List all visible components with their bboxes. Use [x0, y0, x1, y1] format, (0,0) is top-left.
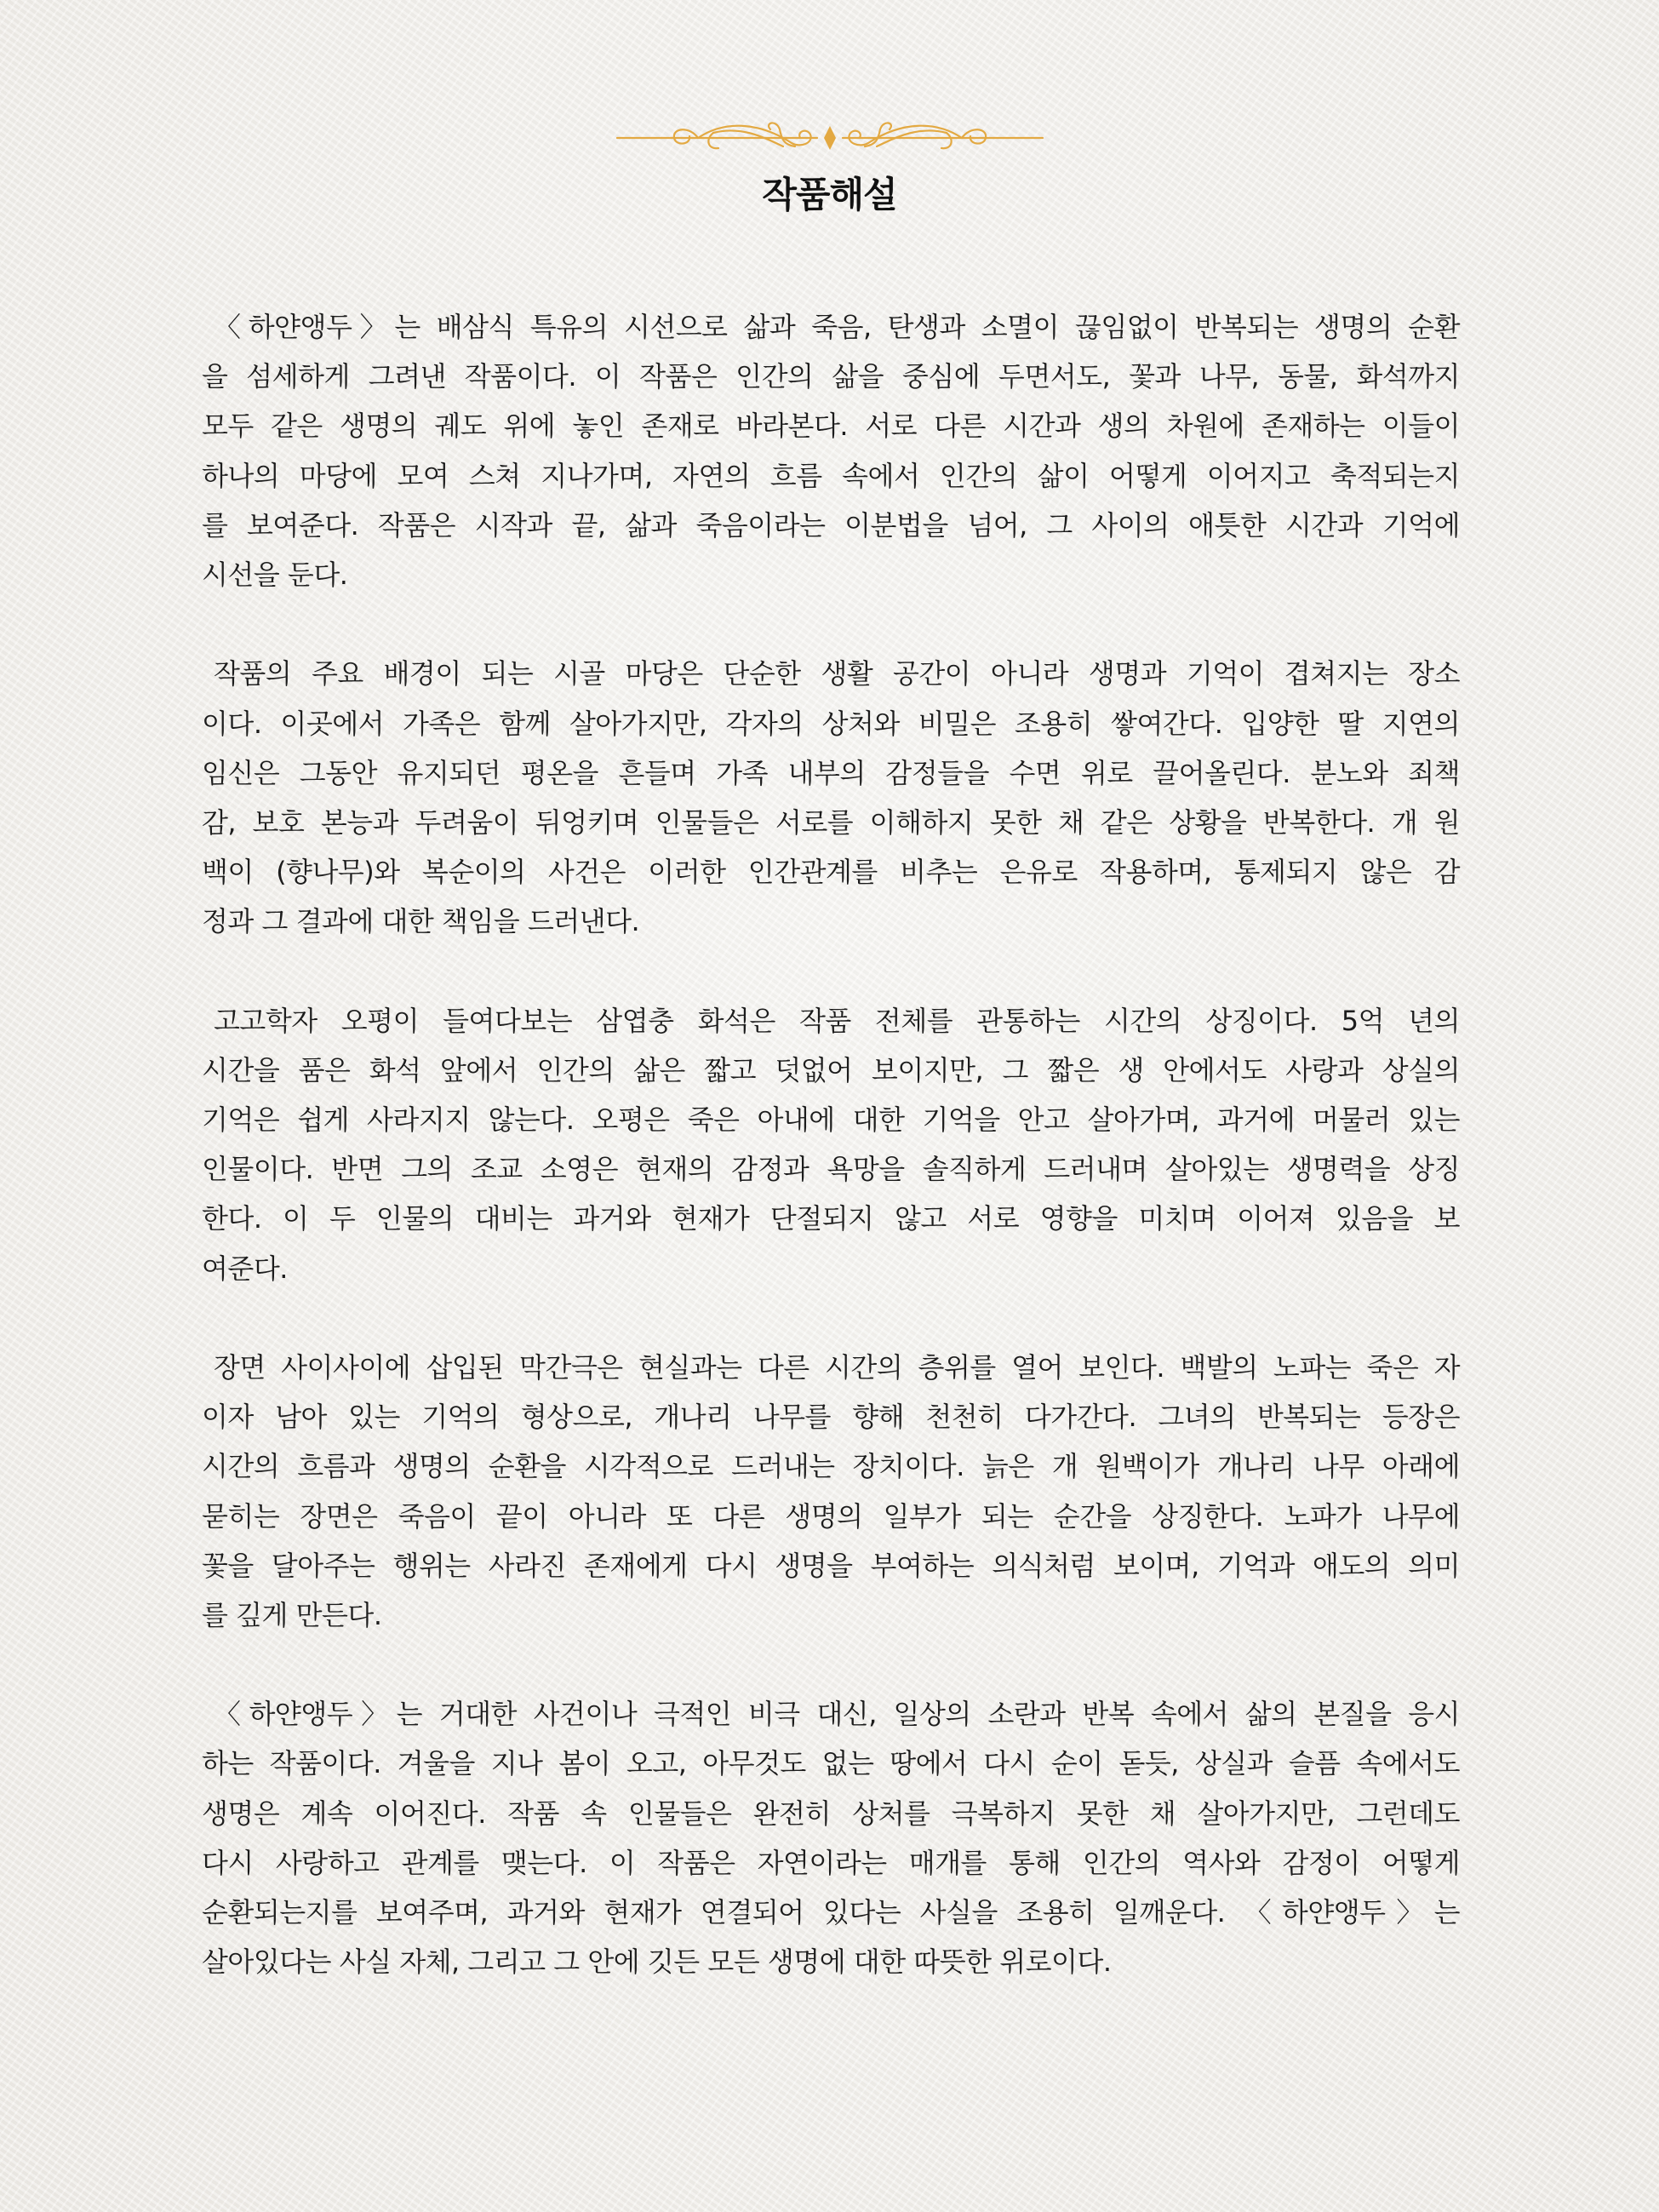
- paragraph-line: 하는 작품이다. 겨울을 지나 봄이 오고, 아무것도 없는 땅에서 다시 순이 돋듯, 상실과 슬픔 속에서도: [202, 1747, 1460, 1780]
- decorative-flourish-divider: [613, 117, 1047, 158]
- paragraph-line: 기억은 쉽게 사라지지 않는다. 오평은 죽은 아내에 대한 기억을 안고 살아가며, 과거에 머물러 있는: [202, 1103, 1460, 1136]
- paragraph-line: 하나의 마당에 모여 스쳐 지나가며, 자연의 흐름 속에서 인간의 삶이 어떻게 이어지고 축적되는지: [202, 459, 1460, 492]
- paragraph-line: 를 깊게 만든다.: [202, 1598, 382, 1631]
- paragraph-line: 생명은 계속 이어진다. 작품 속 인물들은 완전히 상처를 극복하지 못한 채 살아가지만, 그런데도: [202, 1797, 1460, 1830]
- paragraph-line: 감, 보호 본능과 두려움이 뒤엉키며 인물들은 서로를 이해하지 못한 채 같은 상황을 반복한다. 개 원: [202, 805, 1460, 839]
- paragraph-1: [202, 302, 1460, 599]
- paragraph-line: 모두 같은 생명의 궤도 위에 놓인 존재로 바라본다. 서로 다른 시간과 생의 차원에 존재하는 이들이: [202, 410, 1460, 443]
- paragraph-line: 시간을 품은 화석 앞에서 인간의 삶은 짧고 덧없어 보이지만, 그 짧은 생 안에서도 사랑과 상실의: [202, 1053, 1460, 1086]
- commentary-body: [202, 302, 1460, 2037]
- paragraph-line: 시간의 흐름과 생명의 순환을 시각적으로 드러내는 장치이다. 늙은 개 원백이가 개나리 나무 아래에: [202, 1450, 1460, 1483]
- paragraph-line: 정과 그 결과에 대한 책임을 드러낸다.: [202, 905, 640, 938]
- paragraph-line: 다시 사랑하고 관계를 맺는다. 이 작품은 자연이라는 매개를 통해 인간의 역사와 감정이 어떻게: [202, 1846, 1460, 1879]
- paragraph-line: 장면 사이사이에 삽입된 막간극은 현실과는 다른 시간의 층위를 열어 보인다. 백발의 노파는 죽은 자: [214, 1350, 1460, 1384]
- paragraph-line: 인물이다. 반면 그의 조교 소영은 현재의 감정과 욕망을 솔직하게 드러내며 살아있는 생명력을 상징: [202, 1153, 1460, 1186]
- paragraph-line: 시선을 둔다.: [202, 558, 348, 591]
- paragraph-5: [202, 1689, 1460, 1986]
- paragraph-line: 〈하얀앵두〉는 거대한 사건이나 극적인 비극 대신, 일상의 소란과 반복 속에서 삶의 본질을 응시: [214, 1698, 1460, 1731]
- diamond-icon: [824, 126, 836, 150]
- paragraph-line: 〈하얀앵두〉는 배삼식 특유의 시선으로 삶과 죽음, 탄생과 소멸이 끊임없이 반복되는 생명의 순환: [214, 311, 1460, 343]
- paragraph-4: [202, 1343, 1460, 1640]
- paragraph-2: [202, 649, 1460, 946]
- paragraph-line: 여준다.: [202, 1252, 288, 1285]
- paragraph-line: 꽃을 달아주는 행위는 사라진 존재에게 다시 생명을 부여하는 의식처럼 보이며, 기억과 애도의 의미: [202, 1549, 1460, 1582]
- paragraph-line: 한다. 이 두 인물의 대비는 과거와 현재가 단절되지 않고 서로 영향을 미치며 이어져 있음을 보: [202, 1202, 1460, 1235]
- paragraph-line: 백이 (향나무)와 복순이의 사건은 이러한 인간관계를 비추는 은유로 작용하며, 통제되지 않은 감: [202, 856, 1460, 889]
- page-title: 작품해설: [762, 174, 897, 215]
- paragraph-line: 이자 남아 있는 기억의 형상으로, 개나리 나무를 향해 천천히 다가간다. 그녀의 반복되는 등장은: [202, 1401, 1460, 1434]
- paragraph-line: 임신은 그동안 유지되던 평온을 흔들며 가족 내부의 감정들을 수면 위로 끌어올린다. 분노와 죄책: [202, 756, 1460, 789]
- paragraph-line: 순환되는지를 보여주며, 과거와 현재가 연결되어 있다는 사실을 조용히 일깨운다. 〈하얀앵두〉는: [202, 1896, 1460, 1928]
- paragraph-line: 묻히는 장면은 죽음이 끝이 아니라 또 다른 생명의 일부가 되는 순간을 상징한다. 노파가 나무에: [202, 1499, 1460, 1533]
- paragraph-3: [202, 996, 1460, 1293]
- paragraph-line: 살아있다는 사실 자체, 그리고 그 안에 깃든 모든 생명에 대한 따뜻한 위로이다.: [202, 1946, 1112, 1979]
- paragraph-line: 고고학자 오평이 들여다보는 삼엽충 화석은 작품 전체를 관통하는 시간의 상징이다. 5억 년의: [214, 1004, 1460, 1037]
- paragraph-line: 이다. 이곳에서 가족은 함께 살아가지만, 각자의 상처와 비밀은 조용히 쌓여간다. 입양한 딸 지연의: [202, 707, 1460, 740]
- paragraph-line: 를 보여준다. 작품은 시작과 끝, 삶과 죽음이라는 이분법을 넘어, 그 사이의 애틋한 시간과 기억에: [202, 508, 1460, 542]
- paragraph-line: 작품의 주요 배경이 되는 시골 마당은 단순한 생활 공간이 아니라 생명과 기억이 겹쳐지는 장소: [214, 657, 1460, 691]
- paragraph-line: 을 섬세하게 그려낸 작품이다. 이 작품은 인간의 삶을 중심에 두면서도, 꽃과 나무, 동물, 화석까지: [202, 360, 1460, 393]
